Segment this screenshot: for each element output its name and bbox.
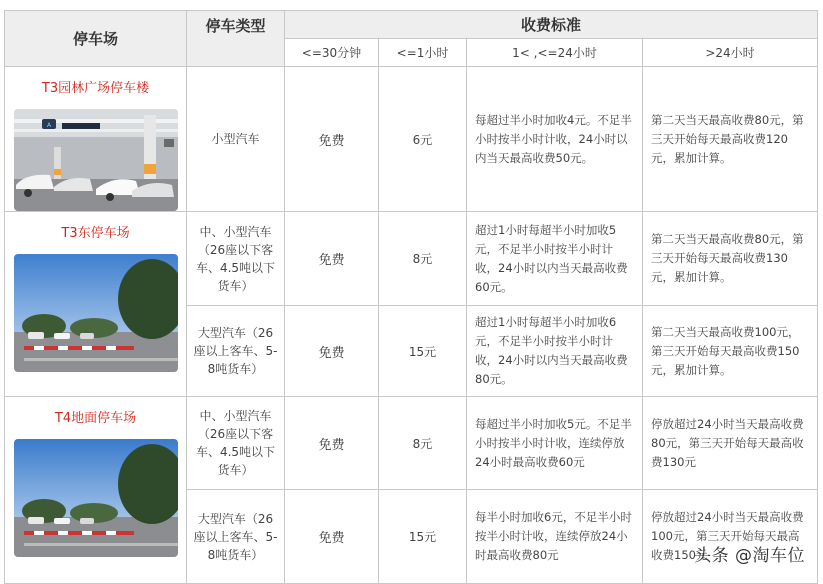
header-24h: 1< ,<=24小时 xyxy=(467,39,643,67)
header-gt24h: >24小时 xyxy=(643,39,818,67)
car-type: 大型汽车（26座以上客车、5-8吨货车） xyxy=(187,490,285,584)
fee-1h: 15元 xyxy=(379,490,467,584)
lot-cell xyxy=(5,212,187,397)
header-1h: <=1小时 xyxy=(379,39,467,67)
header-fee: 收费标准 xyxy=(285,11,818,39)
fee-30min: 免费 xyxy=(285,67,379,212)
lot-cell xyxy=(5,397,187,584)
car-type: 中、小型汽车（26座以下客车、4.5吨以下货车） xyxy=(187,397,285,490)
fee-1h: 8元 xyxy=(379,212,467,306)
fee-gt24h-rule: 停放超过24小时当天最高收费80元，第三天开始每天最高收费130元 xyxy=(643,397,818,490)
fee-gt24h-rule: 第二天当天最高收费100元，第三天开始每天最高收费150元，累加计算。 xyxy=(643,306,818,397)
lot-name: T4地面停车场 xyxy=(54,411,137,426)
fee-30min: 免费 xyxy=(285,490,379,584)
table-row xyxy=(5,212,818,306)
header-lot: 停车场 xyxy=(5,11,187,67)
fee-gt24h-rule: 停放超过24小时当天最高收费100元，第三天开始每天最高收费150元 xyxy=(643,490,818,584)
fee-1h: 8元 xyxy=(379,397,467,490)
table-row xyxy=(5,397,818,490)
watermark: 头条 @淘车位 xyxy=(694,546,805,566)
fee-24h-rule: 每超过半小时加收5元。不足半小时按半小时计收，连续停放24小时最高收费60元 xyxy=(467,397,643,490)
garage-photo xyxy=(14,109,178,211)
car-type: 小型汽车 xyxy=(187,67,285,212)
svg-text:A: A xyxy=(46,122,51,129)
parking-fee-table xyxy=(4,10,818,584)
fee-24h-rule: 超过1小时每超半小时加收6元，不足半小时按半小时计收，24小时以内当天最高收费80元。 xyxy=(467,306,643,397)
table-row xyxy=(5,67,818,212)
fee-gt24h-rule: 第二天当天最高收费80元，第三天开始每天最高收费130元，累加计算。 xyxy=(643,212,818,306)
fee-24h-rule: 每半小时加收6元，不足半小时按半小时计收，连续停放24小时最高收费80元 xyxy=(467,490,643,584)
fee-30min: 免费 xyxy=(285,212,379,306)
fee-30min: 免费 xyxy=(285,397,379,490)
fee-24h-rule: 每超过半小时加收4元。不足半小时按半小时计收，24小时以内当天最高收费50元。 xyxy=(467,67,643,212)
fee-1h: 15元 xyxy=(379,306,467,397)
fee-gt24h-rule: 第二天当天最高收费80元，第三天开始每天最高收费120元，累加计算。 xyxy=(643,67,818,212)
header-type: 停车类型 xyxy=(187,11,285,67)
car-type: 中、小型汽车（26座以下客车、4.5吨以下货车） xyxy=(187,212,285,306)
fee-24h-rule: 超过1小时每超半小时加收5元，不足半小时按半小时计收，24小时以内当天最高收费60元。 xyxy=(467,212,643,306)
fee-1h: 6元 xyxy=(379,67,467,212)
outdoor-lot-photo xyxy=(14,439,178,557)
lot-name: T3东停车场 xyxy=(61,226,130,241)
car-type: 大型汽车（26座以上客车、5-8吨货车） xyxy=(187,306,285,397)
fee-30min: 免费 xyxy=(285,306,379,397)
lot-cell xyxy=(5,67,187,212)
lot-name: T3园林广场停车楼 xyxy=(41,81,150,96)
outdoor-lot-photo xyxy=(14,254,178,372)
header-30min: <=30分钟 xyxy=(285,39,379,67)
